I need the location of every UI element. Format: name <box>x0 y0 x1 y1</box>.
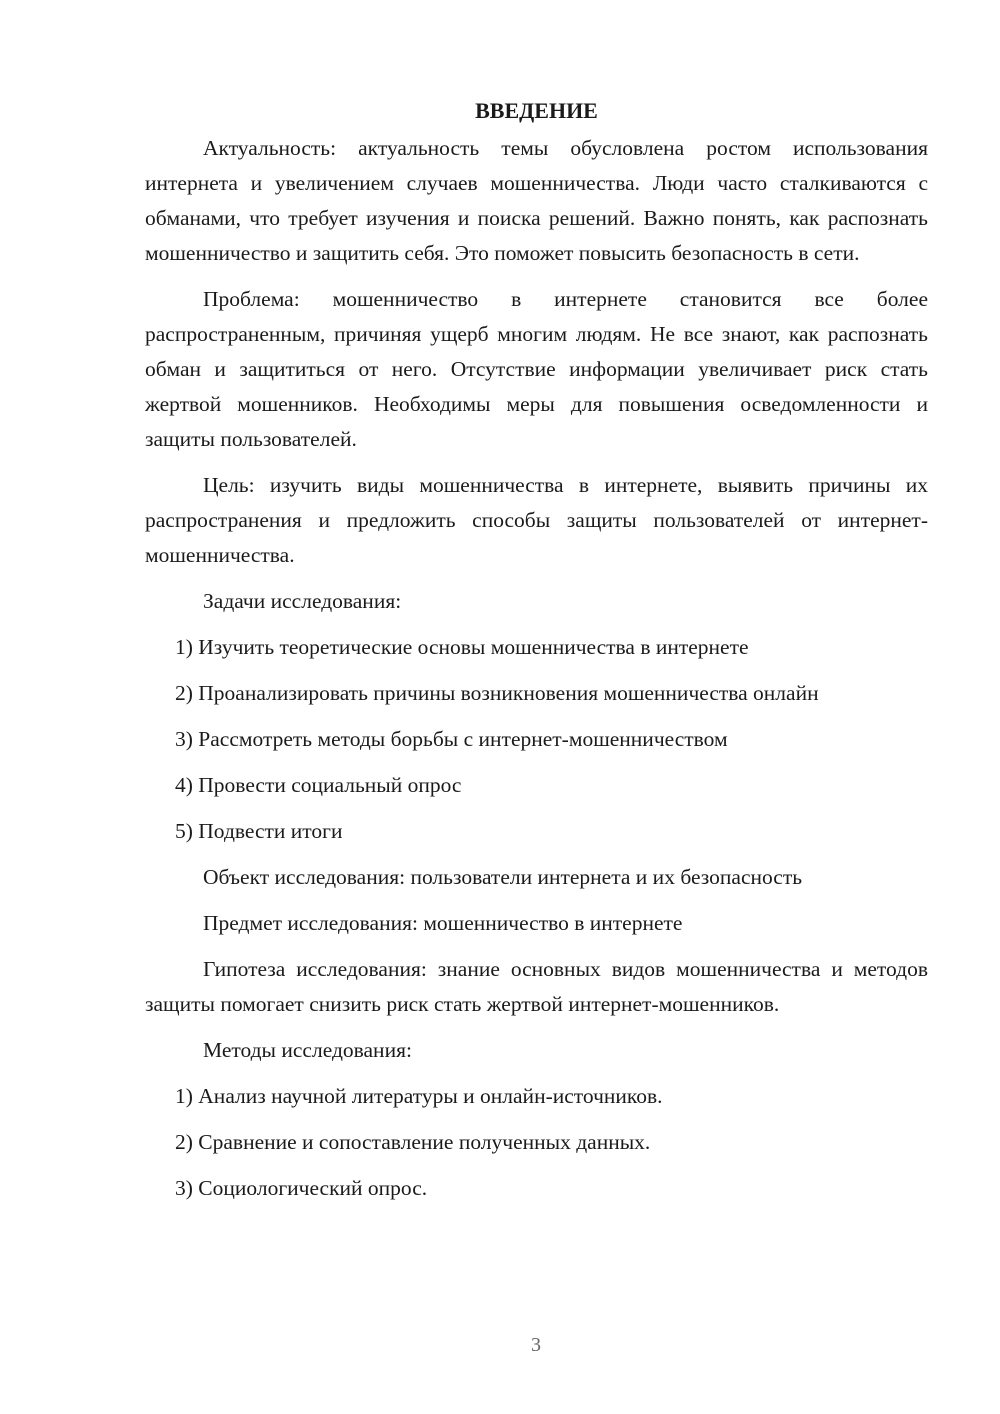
task-item-5: 5) Подвести итоги <box>175 819 343 843</box>
method-item-3: 3) Социологический опрос. <box>175 1176 428 1200</box>
section-heading: ВВЕДЕНИЕ <box>475 98 598 123</box>
hypothesis-paragraph: Гипотеза исследования: знание основных видов мошенничества и методов защиты помогает снизить риск стать жертвой интернет-мошенников. <box>145 957 928 1016</box>
object-paragraph: Объект исследования: пользователи интернета и их безопасность <box>203 865 803 889</box>
tasks-heading: Задачи исследования: <box>203 589 402 613</box>
methods-heading: Методы исследования: <box>203 1038 412 1062</box>
page-number: 3 <box>531 1334 541 1356</box>
method-item-2: 2) Сравнение и сопоставление полученных данных. <box>175 1130 651 1154</box>
task-item-3: 3) Рассмотреть методы борьбы с интернет-мошенничеством <box>175 727 728 751</box>
method-item-1: 1) Анализ научной литературы и онлайн-источников. <box>175 1084 663 1108</box>
problem-paragraph: Проблема: мошенничество в интернете становится все более распространенным, причиняя ущерб многим людям. Не все знают, как распознать обман и защититься от него. Отсутствие информации увеличивает риск стать жертвой мошенников. Необходимы меры для повышения осведомленности и защиты пользователей. <box>145 287 928 451</box>
subject-paragraph: Предмет исследования: мошенничество в интернете <box>203 911 683 935</box>
task-item-1: 1) Изучить теоретические основы мошенничества в интернете <box>175 635 749 659</box>
task-item-4: 4) Провести социальный опрос <box>175 773 462 797</box>
relevance-paragraph: Актуальность: актуальность темы обусловлена ростом использования интернета и увеличением случаев мошенничества. Люди часто сталкиваются с обманами, что требует изучения и поиска решений. Важно понять, как распознать мошенничество и защитить себя. Это поможет повысить безопасность в сети. <box>145 136 928 265</box>
goal-paragraph: Цель: изучить виды мошенничества в интернете, выявить причины их распространения и предложить способы защиты пользователей от интернет-мошенничества. <box>145 473 928 567</box>
document-page <box>145 96 928 1206</box>
task-item-2: 2) Проанализировать причины возникновения мошенничества онлайн <box>175 681 819 705</box>
